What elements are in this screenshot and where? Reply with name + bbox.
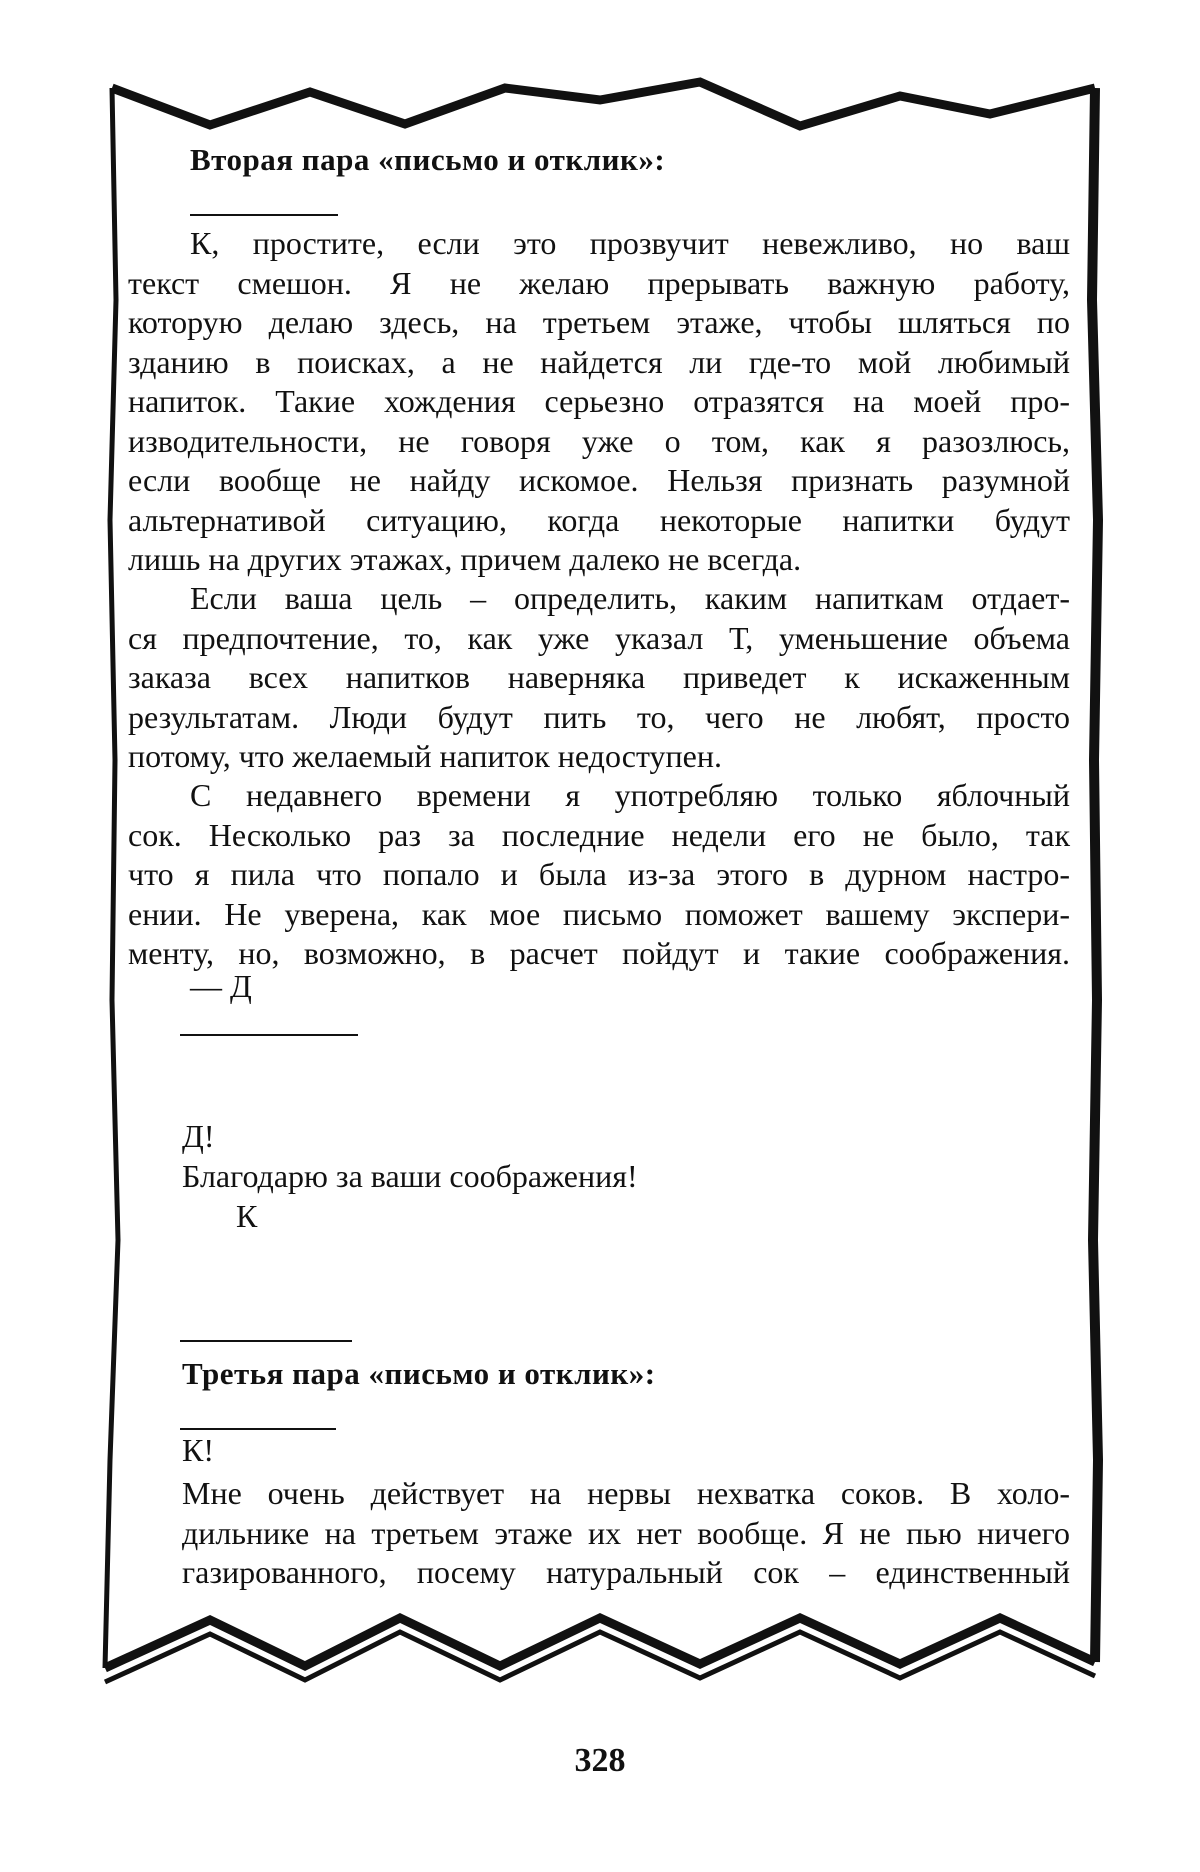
section-heading: Третья пара «письмо и отклик»: [182,1356,656,1391]
text-line: Мне очень действует на нервы нехватка соков. В холо- [182,1475,1070,1511]
text-line: лишь на других этажах, причем далеко не всегда. [128,541,802,577]
text-line: газированного, посему натуральный сок – единственный [182,1554,1070,1590]
text-line: что я пила что попало и была из-за этого в дурном настро- [128,856,1070,892]
letter-signature: — Д [190,968,252,1004]
text-line: С недавнего времени я употребляю только яблочный [190,777,1070,813]
text-line: ении. Не уверена, как мое письмо поможет вашему экспери- [128,895,1070,932]
text-line: изводительности, не говоря уже о том, как я разозлюсь, [128,422,1070,459]
reply-signature: К [236,1198,258,1234]
text-line: результатам. Люди будут пить то, чего не любят, просто [128,698,1070,735]
text-line: сок. Несколько раз за последние недели его не было, так [128,816,1070,853]
text-line: текст смешон. Я не желаю прерывать важную работу, [128,264,1070,301]
letter-paragraph-1 [128,224,1070,580]
divider [190,214,338,216]
divider [180,1034,358,1036]
letter-paragraph [182,1474,1070,1593]
text-line: заказа всех напитков наверняка приведет к искаженным [128,659,1070,695]
divider [180,1340,352,1342]
text-line: которую делаю здесь, на третьем этаже, чтобы шляться по [128,304,1070,340]
text-line: если вообще не найду искомое. Нельзя признать разумной [128,462,1070,498]
text-line: напиток. Такие хождения серьезно отразятся на моей про- [128,383,1070,419]
reply-body: Благодарю за ваши соображения! [182,1158,638,1194]
letter-greeting: К! [182,1432,214,1468]
text-line: потому, что желаемый напиток недоступен. [128,738,722,774]
text-line: дильнике на третьем этаже их нет вообще. Я не пью ничего [182,1514,1070,1551]
section-heading: Вторая пара «письмо и отклик»: [190,142,666,177]
text-line: ся предпочтение, то, как уже указал Т, уменьшение объема [128,619,1070,656]
text-line: альтернативой ситуацию, когда некоторые напитки будут [128,501,1070,538]
letter-paragraph-2 [128,579,1070,777]
letter-paragraph-3 [128,776,1070,974]
text-line: менту, но, возможно, в расчет пойдут и такие соображения. [128,935,1070,971]
reply-greeting: Д! [182,1118,215,1154]
text-line: К, простите, если это прозвучит невежливо, но ваш [190,225,1070,261]
text-line: Если ваша цель – определить, каким напиткам отдает- [190,580,1070,616]
divider [180,1428,336,1430]
page-number: 328 [574,1742,626,1779]
text-line: зданию в поисках, а не найдется ли где-то мой любимый [128,343,1070,380]
